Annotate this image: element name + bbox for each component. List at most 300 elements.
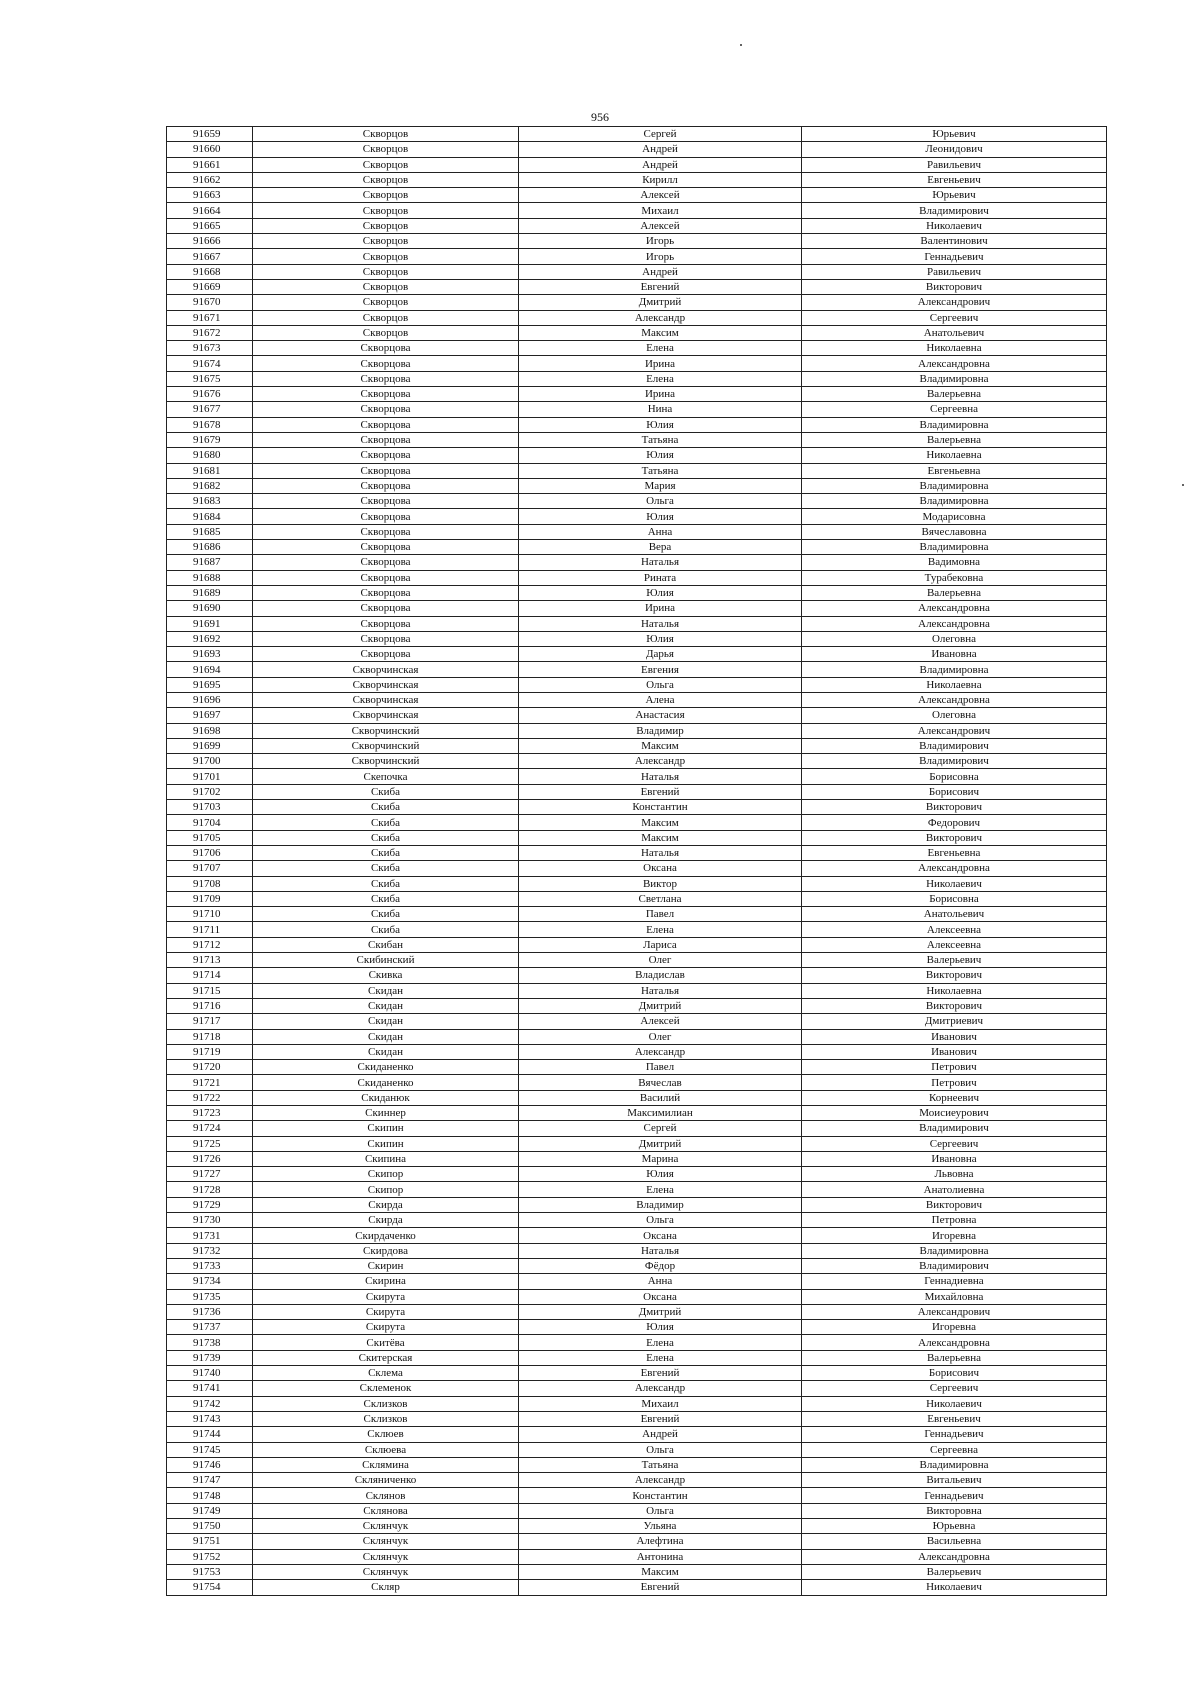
table-row [167, 310, 1107, 325]
surname-cell: Склюев [253, 1427, 519, 1442]
record-number-cell: 91748 [167, 1488, 253, 1503]
patronymic-cell: Владимирович [802, 1258, 1107, 1273]
first-name-cell: Фёдор [519, 1258, 802, 1273]
record-number-cell: 91672 [167, 325, 253, 340]
first-name-cell: Анна [519, 524, 802, 539]
table-row [167, 830, 1107, 845]
first-name-cell: Андрей [519, 264, 802, 279]
table-row [167, 371, 1107, 386]
table-row [167, 127, 1107, 142]
patronymic-cell: Владимировна [802, 1457, 1107, 1472]
surname-cell: Скворцов [253, 249, 519, 264]
table-row [167, 1350, 1107, 1365]
table-row [167, 1213, 1107, 1228]
table-row [167, 1580, 1107, 1595]
first-name-cell: Юлия [519, 509, 802, 524]
patronymic-cell: Анатольевич [802, 325, 1107, 340]
table-row [167, 540, 1107, 555]
record-number-cell: 91747 [167, 1473, 253, 1488]
patronymic-cell: Игоревна [802, 1228, 1107, 1243]
patronymic-cell: Викторовна [802, 1503, 1107, 1518]
surname-cell: Скидан [253, 1029, 519, 1044]
surname-cell: Скворцов [253, 172, 519, 187]
surname-cell: Скворцов [253, 218, 519, 233]
patronymic-cell: Александровна [802, 356, 1107, 371]
patronymic-cell: Леонидович [802, 142, 1107, 157]
record-number-cell: 91734 [167, 1274, 253, 1289]
table-row [167, 1534, 1107, 1549]
record-number-cell: 91715 [167, 983, 253, 998]
table-row [167, 800, 1107, 815]
patronymic-cell: Александровна [802, 861, 1107, 876]
surname-cell: Скидан [253, 1044, 519, 1059]
patronymic-cell: Борисовна [802, 769, 1107, 784]
surname-cell: Скипин [253, 1121, 519, 1136]
record-number-cell: 91697 [167, 708, 253, 723]
record-number-cell: 91676 [167, 387, 253, 402]
patronymic-cell: Юрьевич [802, 127, 1107, 142]
patronymic-cell: Витальевич [802, 1473, 1107, 1488]
patronymic-cell: Иванович [802, 1029, 1107, 1044]
first-name-cell: Евгений [519, 1580, 802, 1595]
patronymic-cell: Владимирович [802, 754, 1107, 769]
table-row [167, 1197, 1107, 1212]
table-row [167, 754, 1107, 769]
record-number-cell: 91677 [167, 402, 253, 417]
record-number-cell: 91738 [167, 1335, 253, 1350]
table-row [167, 784, 1107, 799]
record-number-cell: 91686 [167, 540, 253, 555]
record-number-cell: 91744 [167, 1427, 253, 1442]
surname-cell: Скворцова [253, 616, 519, 631]
first-name-cell: Максим [519, 325, 802, 340]
table-row [167, 1136, 1107, 1151]
first-name-cell: Юлия [519, 448, 802, 463]
record-number-cell: 91723 [167, 1106, 253, 1121]
table-row [167, 937, 1107, 952]
surname-cell: Склянчук [253, 1519, 519, 1534]
table-row [167, 509, 1107, 524]
first-name-cell: Оксана [519, 1228, 802, 1243]
surname-cell: Скирина [253, 1274, 519, 1289]
record-number-cell: 91699 [167, 738, 253, 753]
record-number-cell: 91726 [167, 1151, 253, 1166]
record-number-cell: 91721 [167, 1075, 253, 1090]
record-number-cell: 91704 [167, 815, 253, 830]
first-name-cell: Константин [519, 1488, 802, 1503]
table-row [167, 891, 1107, 906]
record-number-cell: 91729 [167, 1197, 253, 1212]
first-name-cell: Наталья [519, 983, 802, 998]
patronymic-cell: Борисовна [802, 891, 1107, 906]
record-number-cell: 91692 [167, 631, 253, 646]
table-row [167, 861, 1107, 876]
surname-cell: Скивка [253, 968, 519, 983]
surname-cell: Скибан [253, 937, 519, 952]
table-row [167, 1457, 1107, 1472]
surname-cell: Скиданенко [253, 1075, 519, 1090]
table-row [167, 1090, 1107, 1105]
table-row [167, 279, 1107, 294]
record-number-cell: 91685 [167, 524, 253, 539]
first-name-cell: Алефтина [519, 1534, 802, 1549]
record-number-cell: 91695 [167, 677, 253, 692]
table-row [167, 356, 1107, 371]
surname-cell: Скиданенко [253, 1060, 519, 1075]
record-number-cell: 91663 [167, 188, 253, 203]
surname-cell: Скворцов [253, 188, 519, 203]
patronymic-cell: Александрович [802, 723, 1107, 738]
record-number-cell: 91691 [167, 616, 253, 631]
first-name-cell: Ирина [519, 387, 802, 402]
surname-cell: Склянчук [253, 1534, 519, 1549]
patronymic-cell: Юрьевич [802, 188, 1107, 203]
first-name-cell: Наталья [519, 845, 802, 860]
table-row [167, 1014, 1107, 1029]
surname-cell: Склянов [253, 1488, 519, 1503]
record-number-cell: 91670 [167, 295, 253, 310]
record-number-cell: 91740 [167, 1366, 253, 1381]
patronymic-cell: Геннадиевна [802, 1274, 1107, 1289]
record-number-cell: 91708 [167, 876, 253, 891]
surname-cell: Скиба [253, 800, 519, 815]
record-number-cell: 91688 [167, 570, 253, 585]
first-name-cell: Игорь [519, 234, 802, 249]
table-row [167, 723, 1107, 738]
surname-cell: Склизков [253, 1396, 519, 1411]
surname-cell: Скворцова [253, 387, 519, 402]
surname-cell: Скворцова [253, 601, 519, 616]
surname-cell: Скиба [253, 830, 519, 845]
first-name-cell: Василий [519, 1090, 802, 1105]
patronymic-cell: Валерьевна [802, 432, 1107, 447]
patronymic-cell: Борисович [802, 1366, 1107, 1381]
first-name-cell: Владимир [519, 723, 802, 738]
table-row [167, 218, 1107, 233]
table-row [167, 1335, 1107, 1350]
first-name-cell: Светлана [519, 891, 802, 906]
record-number-cell: 91745 [167, 1442, 253, 1457]
patronymic-cell: Юрьевна [802, 1519, 1107, 1534]
patronymic-cell: Владимировна [802, 371, 1107, 386]
first-name-cell: Елена [519, 371, 802, 386]
surname-cell: Скиннер [253, 1106, 519, 1121]
surname-cell: Скворцов [253, 203, 519, 218]
table-row [167, 1503, 1107, 1518]
first-name-cell: Константин [519, 800, 802, 815]
patronymic-cell: Викторович [802, 279, 1107, 294]
record-number-cell: 91668 [167, 264, 253, 279]
record-number-cell: 91707 [167, 861, 253, 876]
table-row [167, 692, 1107, 707]
surname-cell: Скидан [253, 998, 519, 1013]
record-number-cell: 91750 [167, 1519, 253, 1534]
table-row [167, 478, 1107, 493]
record-number-cell: 91694 [167, 662, 253, 677]
record-number-cell: 91716 [167, 998, 253, 1013]
table-row [167, 234, 1107, 249]
surname-cell: Скворцова [253, 356, 519, 371]
record-number-cell: 91703 [167, 800, 253, 815]
first-name-cell: Александр [519, 754, 802, 769]
patronymic-cell: Петрович [802, 1075, 1107, 1090]
first-name-cell: Максим [519, 1564, 802, 1579]
first-name-cell: Кирилл [519, 172, 802, 187]
record-number-cell: 91667 [167, 249, 253, 264]
first-name-cell: Мария [519, 478, 802, 493]
surname-cell: Склянова [253, 1503, 519, 1518]
record-number-cell: 91666 [167, 234, 253, 249]
table-row [167, 188, 1107, 203]
table-row [167, 1243, 1107, 1258]
first-name-cell: Евгения [519, 662, 802, 677]
patronymic-cell: Владимировна [802, 1243, 1107, 1258]
table-row [167, 1106, 1107, 1121]
table-row [167, 601, 1107, 616]
first-name-cell: Дмитрий [519, 998, 802, 1013]
first-name-cell: Юлия [519, 631, 802, 646]
record-number-cell: 91696 [167, 692, 253, 707]
surname-cell: Скворцова [253, 555, 519, 570]
first-name-cell: Рината [519, 570, 802, 585]
surname-cell: Скворчинская [253, 708, 519, 723]
first-name-cell: Юлия [519, 1167, 802, 1182]
first-name-cell: Евгений [519, 279, 802, 294]
patronymic-cell: Иванович [802, 1044, 1107, 1059]
patronymic-cell: Сергеевич [802, 310, 1107, 325]
record-number-cell: 91671 [167, 310, 253, 325]
surname-cell: Скворцова [253, 509, 519, 524]
record-number-cell: 91736 [167, 1304, 253, 1319]
table-row [167, 463, 1107, 478]
table-row [167, 387, 1107, 402]
surname-cell: Скирин [253, 1258, 519, 1273]
patronymic-cell: Викторович [802, 800, 1107, 815]
record-number-cell: 91751 [167, 1534, 253, 1549]
surname-cell: Скворцова [253, 341, 519, 356]
table-row [167, 1320, 1107, 1335]
first-name-cell: Сергей [519, 1121, 802, 1136]
table-row [167, 555, 1107, 570]
table-row [167, 1151, 1107, 1166]
first-name-cell: Евгений [519, 1411, 802, 1426]
surname-cell: Скворцова [253, 570, 519, 585]
record-number-cell: 91659 [167, 127, 253, 142]
patronymic-cell: Владимирович [802, 1121, 1107, 1136]
first-name-cell: Олег [519, 953, 802, 968]
record-number-cell: 91720 [167, 1060, 253, 1075]
surname-cell: Скворчинский [253, 723, 519, 738]
record-number-cell: 91661 [167, 157, 253, 172]
first-name-cell: Павел [519, 1060, 802, 1075]
surname-cell: Скворцова [253, 432, 519, 447]
record-number-cell: 91718 [167, 1029, 253, 1044]
table-row [167, 1274, 1107, 1289]
patronymic-cell: Алексеевна [802, 937, 1107, 952]
table-row [167, 172, 1107, 187]
surname-cell: Скворцова [253, 494, 519, 509]
table-row [167, 494, 1107, 509]
first-name-cell: Татьяна [519, 463, 802, 478]
first-name-cell: Оксана [519, 1289, 802, 1304]
record-number-cell: 91690 [167, 601, 253, 616]
patronymic-cell: Александровна [802, 616, 1107, 631]
table-row [167, 325, 1107, 340]
table-row [167, 142, 1107, 157]
table-row [167, 708, 1107, 723]
first-name-cell: Дмитрий [519, 295, 802, 310]
surname-cell: Скворцова [253, 417, 519, 432]
surname-cell: Скворцова [253, 402, 519, 417]
surname-cell: Скирута [253, 1320, 519, 1335]
record-number-cell: 91700 [167, 754, 253, 769]
first-name-cell: Наталья [519, 616, 802, 631]
record-number-cell: 91714 [167, 968, 253, 983]
patronymic-cell: Сергеевич [802, 1136, 1107, 1151]
patronymic-cell: Борисович [802, 784, 1107, 799]
patronymic-cell: Сергеевна [802, 1442, 1107, 1457]
names-table [166, 126, 1107, 1596]
table-row [167, 1549, 1107, 1564]
surname-cell: Скворчинская [253, 692, 519, 707]
surname-cell: Скворчинский [253, 738, 519, 753]
table-row [167, 769, 1107, 784]
record-number-cell: 91680 [167, 448, 253, 463]
record-number-cell: 91682 [167, 478, 253, 493]
patronymic-cell: Владимирович [802, 738, 1107, 753]
first-name-cell: Ольга [519, 677, 802, 692]
first-name-cell: Андрей [519, 1427, 802, 1442]
patronymic-cell: Равильевич [802, 157, 1107, 172]
record-number-cell: 91675 [167, 371, 253, 386]
patronymic-cell: Анатольевич [802, 907, 1107, 922]
record-number-cell: 91678 [167, 417, 253, 432]
surname-cell: Скворцова [253, 463, 519, 478]
surname-cell: Скиба [253, 861, 519, 876]
surname-cell: Скипор [253, 1167, 519, 1182]
first-name-cell: Ольга [519, 494, 802, 509]
surname-cell: Скиба [253, 876, 519, 891]
first-name-cell: Дмитрий [519, 1304, 802, 1319]
surname-cell: Скворцова [253, 371, 519, 386]
first-name-cell: Ирина [519, 356, 802, 371]
patronymic-cell: Геннадьевич [802, 1427, 1107, 1442]
patronymic-cell: Николаевич [802, 218, 1107, 233]
table-row [167, 922, 1107, 937]
table-row [167, 1289, 1107, 1304]
table-row [167, 1304, 1107, 1319]
record-number-cell: 91706 [167, 845, 253, 860]
patronymic-cell: Модарисовна [802, 509, 1107, 524]
patronymic-cell: Валерьевна [802, 585, 1107, 600]
patronymic-cell: Геннадьевич [802, 1488, 1107, 1503]
table-row [167, 585, 1107, 600]
surname-cell: Скепочка [253, 769, 519, 784]
table-row [167, 1044, 1107, 1059]
patronymic-cell: Вадимовна [802, 555, 1107, 570]
surname-cell: Скворцова [253, 540, 519, 555]
surname-cell: Скворчинская [253, 662, 519, 677]
first-name-cell: Наталья [519, 1243, 802, 1258]
surname-cell: Скворцов [253, 325, 519, 340]
patronymic-cell: Вячеславовна [802, 524, 1107, 539]
table-row [167, 448, 1107, 463]
record-number-cell: 91673 [167, 341, 253, 356]
patronymic-cell: Николаевна [802, 448, 1107, 463]
first-name-cell: Алексей [519, 1014, 802, 1029]
patronymic-cell: Евгеньевич [802, 1411, 1107, 1426]
first-name-cell: Александр [519, 1381, 802, 1396]
surname-cell: Скворцова [253, 647, 519, 662]
first-name-cell: Владислав [519, 968, 802, 983]
record-number-cell: 91693 [167, 647, 253, 662]
record-number-cell: 91701 [167, 769, 253, 784]
surname-cell: Скляр [253, 1580, 519, 1595]
first-name-cell: Вячеслав [519, 1075, 802, 1090]
first-name-cell: Елена [519, 1335, 802, 1350]
patronymic-cell: Валерьевич [802, 1564, 1107, 1579]
patronymic-cell: Корнеевич [802, 1090, 1107, 1105]
patronymic-cell: Владимировна [802, 662, 1107, 677]
first-name-cell: Александр [519, 1044, 802, 1059]
record-number-cell: 91664 [167, 203, 253, 218]
record-number-cell: 91753 [167, 1564, 253, 1579]
surname-cell: Скиба [253, 891, 519, 906]
surname-cell: Скворцова [253, 448, 519, 463]
patronymic-cell: Львовна [802, 1167, 1107, 1182]
first-name-cell: Александр [519, 1473, 802, 1488]
table-row [167, 432, 1107, 447]
table-row [167, 983, 1107, 998]
first-name-cell: Елена [519, 1182, 802, 1197]
table-row [167, 402, 1107, 417]
patronymic-cell: Викторович [802, 830, 1107, 845]
table-row [167, 998, 1107, 1013]
table-row [167, 1488, 1107, 1503]
table-row [167, 907, 1107, 922]
table-row [167, 524, 1107, 539]
first-name-cell: Максим [519, 815, 802, 830]
first-name-cell: Анастасия [519, 708, 802, 723]
patronymic-cell: Николаевна [802, 341, 1107, 356]
record-number-cell: 91752 [167, 1549, 253, 1564]
first-name-cell: Алексей [519, 188, 802, 203]
patronymic-cell: Владимировна [802, 478, 1107, 493]
surname-cell: Скворцова [253, 585, 519, 600]
record-number-cell: 91739 [167, 1350, 253, 1365]
table-row [167, 738, 1107, 753]
table-row [167, 1075, 1107, 1090]
patronymic-cell: Олеговна [802, 631, 1107, 646]
first-name-cell: Татьяна [519, 432, 802, 447]
surname-cell: Скипина [253, 1151, 519, 1166]
surname-cell: Скворцова [253, 524, 519, 539]
first-name-cell: Наталья [519, 769, 802, 784]
first-name-cell: Александр [519, 310, 802, 325]
first-name-cell: Оксана [519, 861, 802, 876]
record-number-cell: 91725 [167, 1136, 253, 1151]
record-number-cell: 91742 [167, 1396, 253, 1411]
record-number-cell: 91681 [167, 463, 253, 478]
record-number-cell: 91727 [167, 1167, 253, 1182]
table-row [167, 815, 1107, 830]
surname-cell: Скворцов [253, 234, 519, 249]
surname-cell: Скипин [253, 1136, 519, 1151]
record-number-cell: 91705 [167, 830, 253, 845]
patronymic-cell: Николаевич [802, 1396, 1107, 1411]
table-row [167, 203, 1107, 218]
patronymic-cell: Игоревна [802, 1320, 1107, 1335]
